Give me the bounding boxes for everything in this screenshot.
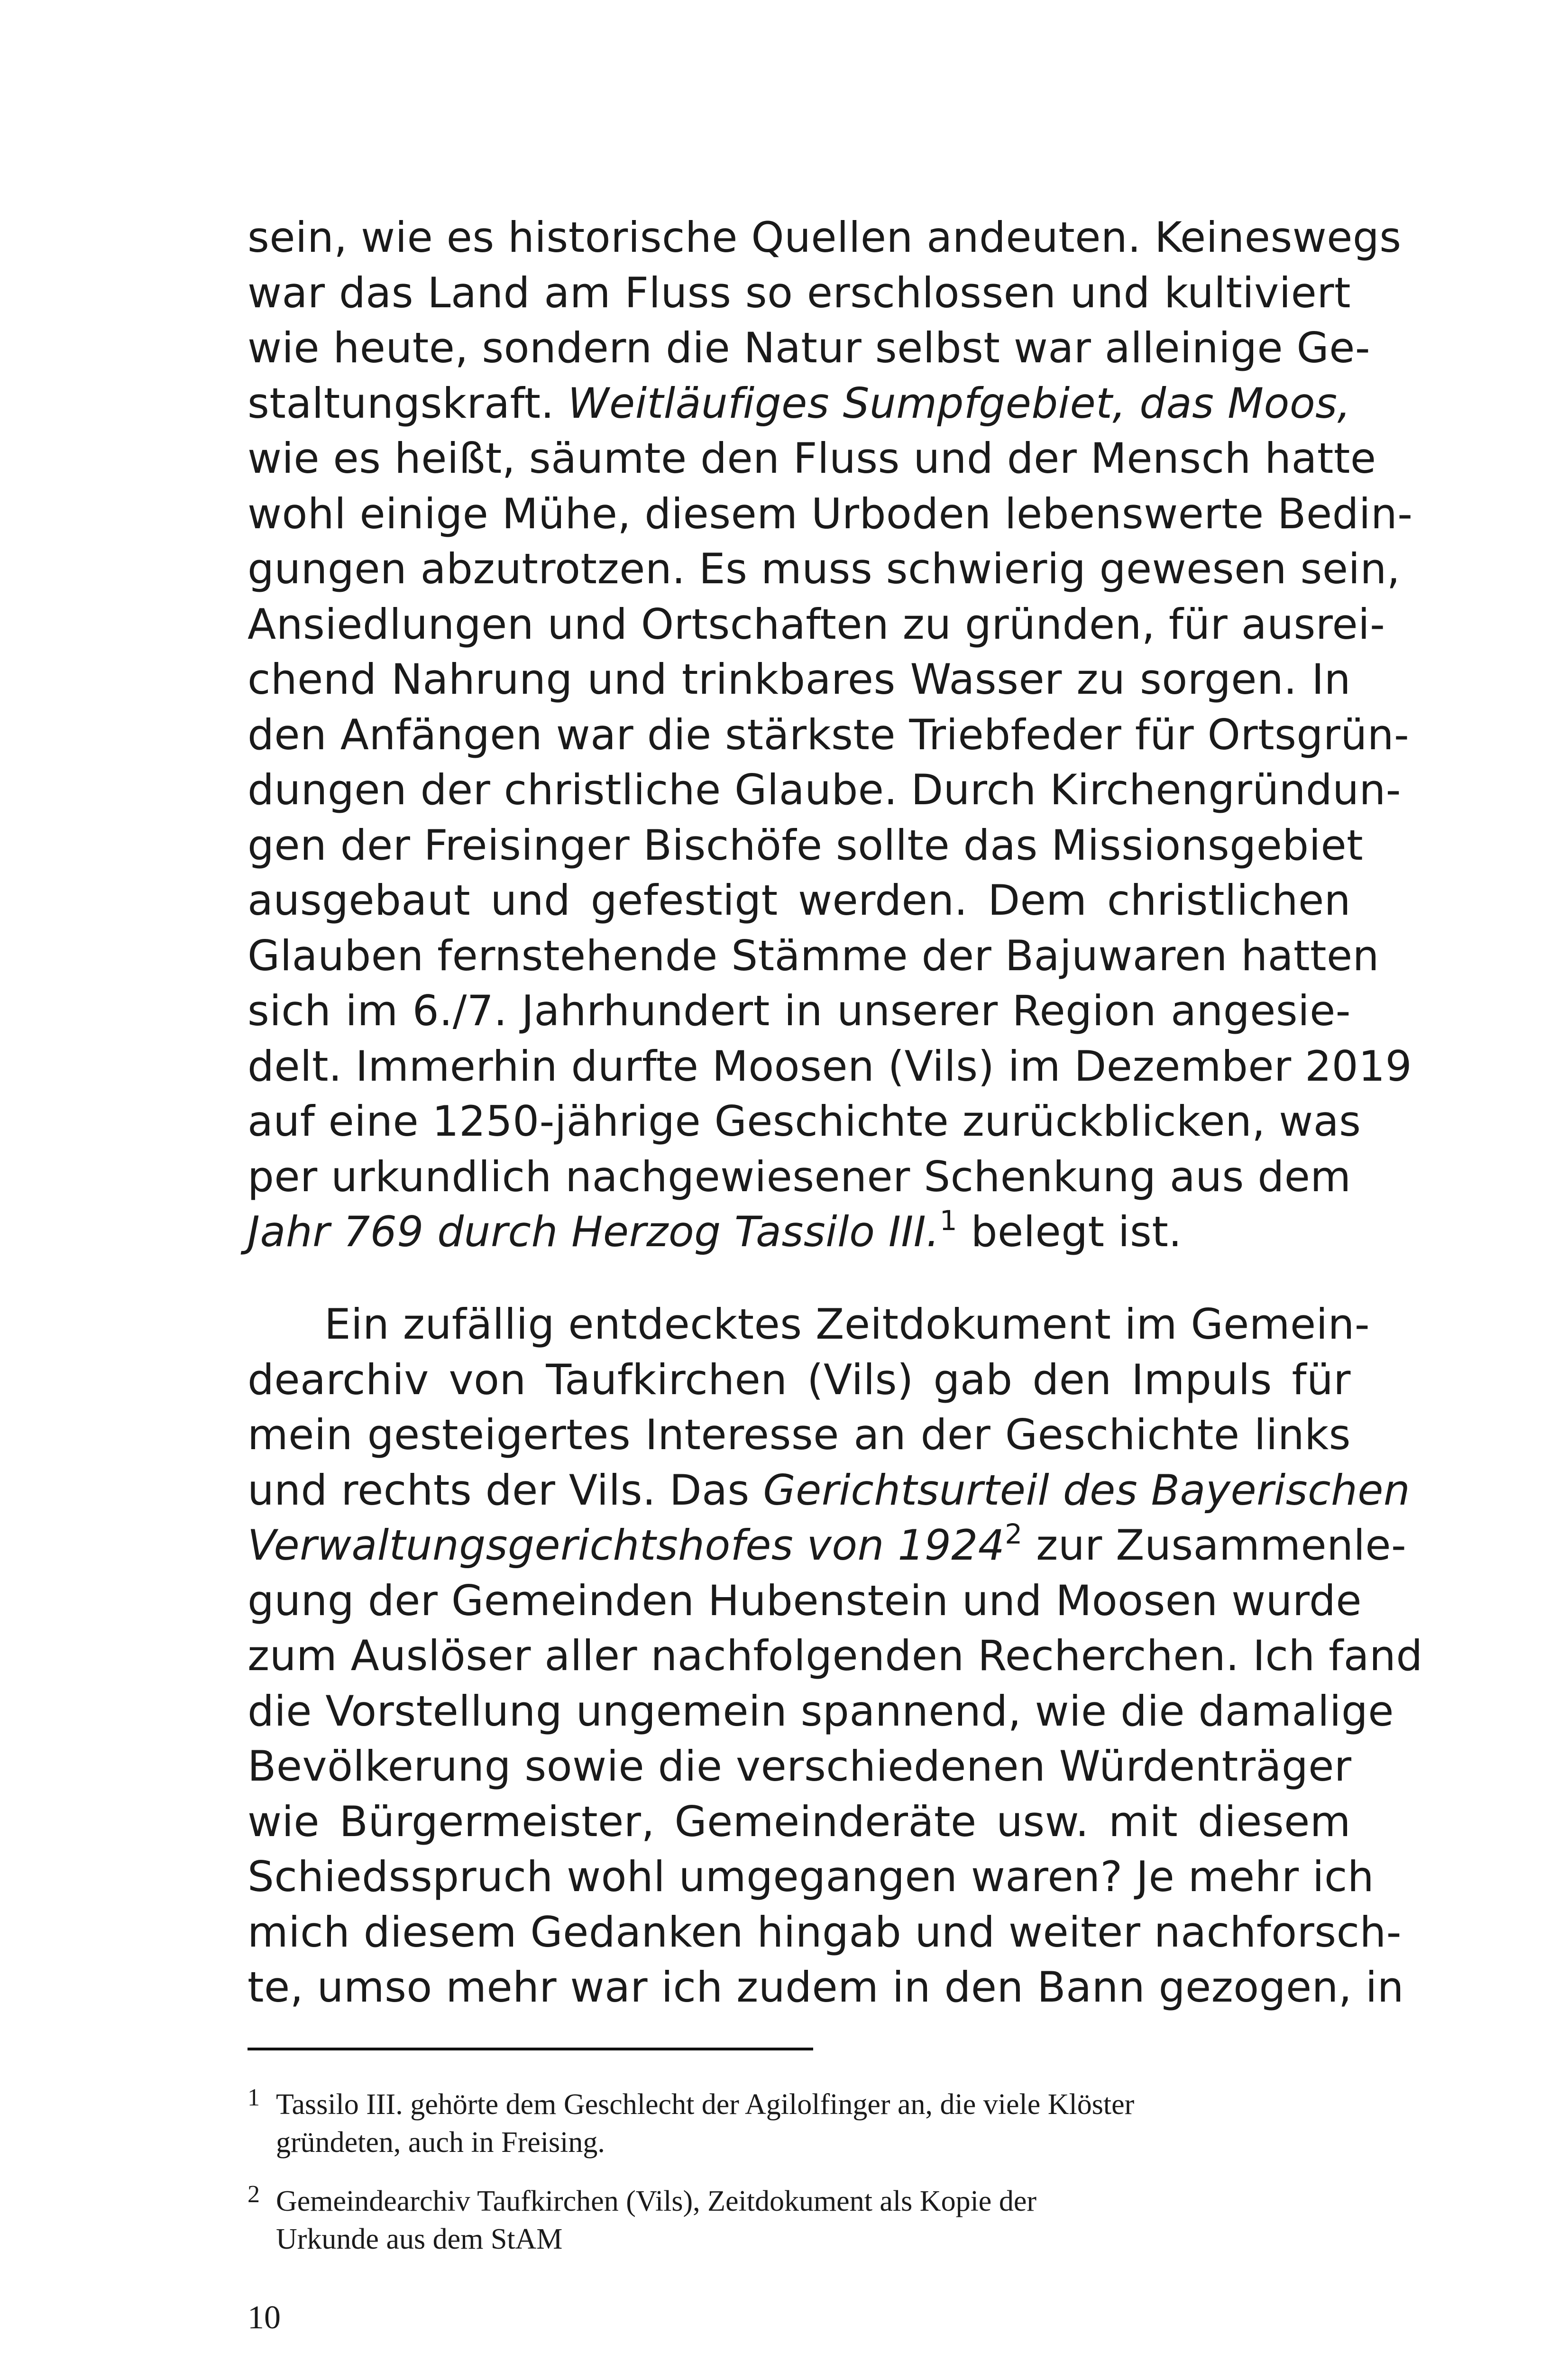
- text-line: [248, 1849, 1375, 1905]
- text-line: [248, 1684, 1394, 1739]
- text-line: [248, 597, 1385, 652]
- text-segment: ausgebaut und gefestigt werden. Dem christlichen: [248, 876, 1351, 925]
- text-segment: mich diesem Gedanken hingab und weiter nachforsch-: [248, 1907, 1402, 1957]
- text-segment: Glauben fernstehende Stämme der Bajuwaren hatten: [248, 931, 1379, 980]
- text-segment: gen der Freisinger Bischöfe sollte das Missionsgebiet: [248, 820, 1364, 870]
- text-segment: Ansiedlungen und Ortschaften zu gründen, für ausrei-: [248, 599, 1385, 649]
- text-line: [248, 1960, 1404, 2015]
- text-segment: gung der Gemeinden Hubenstein und Moosen wurde: [248, 1576, 1362, 1625]
- footnote-line: Urkunde aus dem StAM: [276, 2223, 563, 2255]
- footnote-number: 1: [248, 2084, 260, 2111]
- text-line: [248, 431, 1376, 487]
- text-segment: gungen abzutrotzen. Es muss schwierig gewesen sein,: [248, 544, 1401, 593]
- text-line: [248, 1094, 1361, 1149]
- text-segment: zum Auslöser aller nachfolgenden Recherchen. Ich fand: [248, 1631, 1423, 1680]
- footnote-reference: 1: [939, 1204, 958, 1237]
- text-segment: wie heute, sondern die Natur selbst war alleinige Ge-: [248, 323, 1371, 372]
- text-line: [248, 1149, 1351, 1205]
- text-line: [248, 652, 1351, 708]
- text-line: [248, 1463, 1411, 1518]
- footnote-line: gründeten, auch in Freising.: [276, 2126, 605, 2159]
- text-line: [248, 1407, 1351, 1463]
- text-segment: delt. Immerhin durfte Moosen (Vils) im Dezember 2019: [248, 1041, 1412, 1091]
- text-line: [248, 1204, 1351, 1260]
- text-line: [248, 1039, 1412, 1094]
- text-segment: zur Zusammenle-: [1022, 1521, 1407, 1570]
- text-line: [248, 818, 1364, 873]
- text-segment: sich im 6./7. Jahrhundert in unserer Region angesie-: [248, 986, 1351, 1035]
- text-segment: und rechts der Vils. Das: [248, 1465, 763, 1515]
- italic-text: Verwaltungsgerichtshofes von 1924: [248, 1521, 1005, 1570]
- text-segment: Schiedsspruch wohl umgegangen waren? Je mehr ich: [248, 1852, 1375, 1901]
- text-line: [248, 1794, 1351, 1850]
- footnote-separator: [248, 2048, 813, 2050]
- text-segment: chend Nahrung und trinkbares Wasser zu sorgen. In: [248, 655, 1351, 704]
- text-segment: Ein zufällig entdecktes Zeitdokument im Gemein-: [324, 1300, 1370, 1349]
- text-line: [248, 266, 1351, 321]
- text-segment: per urkundlich nachgewiesener Schenkung aus dem: [248, 1152, 1351, 1201]
- italic-text: Weitläufiges Sumpfgebiet, das Moos,: [568, 378, 1351, 428]
- text-segment: die Vorstellung ungemein spannend, wie die damalige: [248, 1686, 1394, 1736]
- text-segment: staltungskraft.: [248, 378, 568, 428]
- text-segment: dearchiv von Taufkirchen (Vils) gab den Impuls für: [248, 1355, 1351, 1404]
- text-line: [248, 1628, 1423, 1684]
- text-line: [248, 1518, 1407, 1573]
- italic-text: Jahr 769 durch Herzog Tassilo III.: [248, 1207, 940, 1256]
- footnote-reference: 2: [1005, 1518, 1023, 1550]
- body-paragraph-1: [248, 210, 1413, 1260]
- body-paragraph-2: [248, 1297, 1423, 2015]
- text-line: [248, 376, 1351, 432]
- text-line: [248, 763, 1402, 818]
- text-segment: mein gesteigertes Interesse an der Geschichte links: [248, 1410, 1351, 1459]
- text-segment: dungen der christliche Glaube. Durch Kirchengründun-: [248, 765, 1402, 814]
- text-line: [248, 1905, 1402, 1960]
- text-line: [248, 928, 1379, 984]
- text-line: [248, 1573, 1362, 1629]
- text-segment: belegt ist.: [957, 1207, 1182, 1256]
- text-line: [248, 1739, 1351, 1794]
- text-segment: sein, wie es historische Quellen andeuten. Keineswegs: [248, 213, 1402, 262]
- text-segment: Bevölkerung sowie die verschiedenen Würdenträger: [248, 1742, 1352, 1791]
- footnote-text: [276, 2086, 1338, 2161]
- text-line: [248, 1352, 1351, 1408]
- text-segment: wie es heißt, säumte den Fluss und der Mensch hatte: [248, 434, 1376, 483]
- text-line: [248, 321, 1371, 376]
- text-segment: wie Bürgermeister, Gemeinderäte usw. mit diesem: [248, 1797, 1351, 1846]
- text-line: [248, 487, 1413, 542]
- text-line: [248, 983, 1351, 1039]
- footnote-number: 2: [248, 2181, 260, 2208]
- text-segment: te, umso mehr war ich zudem in den Bann gezogen, in: [248, 1963, 1404, 2012]
- footnote-text: [276, 2182, 1338, 2258]
- page-number: 10: [248, 2299, 281, 2336]
- text-line: [248, 708, 1410, 763]
- footnote-line: Tassilo III. gehörte dem Geschlecht der Agilolfinger an, die viele Klöster: [276, 2088, 1135, 2121]
- footnote-line: Gemeindearchiv Taufkirchen (Vils), Zeitdokument als Kopie der: [276, 2185, 1036, 2217]
- text-segment: war das Land am Fluss so erschlossen und kultiviert: [248, 268, 1351, 317]
- italic-text: Gerichtsurteil des Bayerischen: [763, 1465, 1411, 1515]
- text-line: [248, 542, 1401, 597]
- text-segment: auf eine 1250-jährige Geschichte zurückblicken, was: [248, 1097, 1361, 1146]
- text-segment: wohl einige Mühe, diesem Urboden lebenswerte Bedin-: [248, 489, 1413, 538]
- text-line: [248, 873, 1351, 928]
- text-line: [248, 210, 1402, 266]
- text-line: [248, 1297, 1370, 1352]
- text-segment: den Anfängen war die stärkste Triebfeder für Ortsgrün-: [248, 710, 1410, 759]
